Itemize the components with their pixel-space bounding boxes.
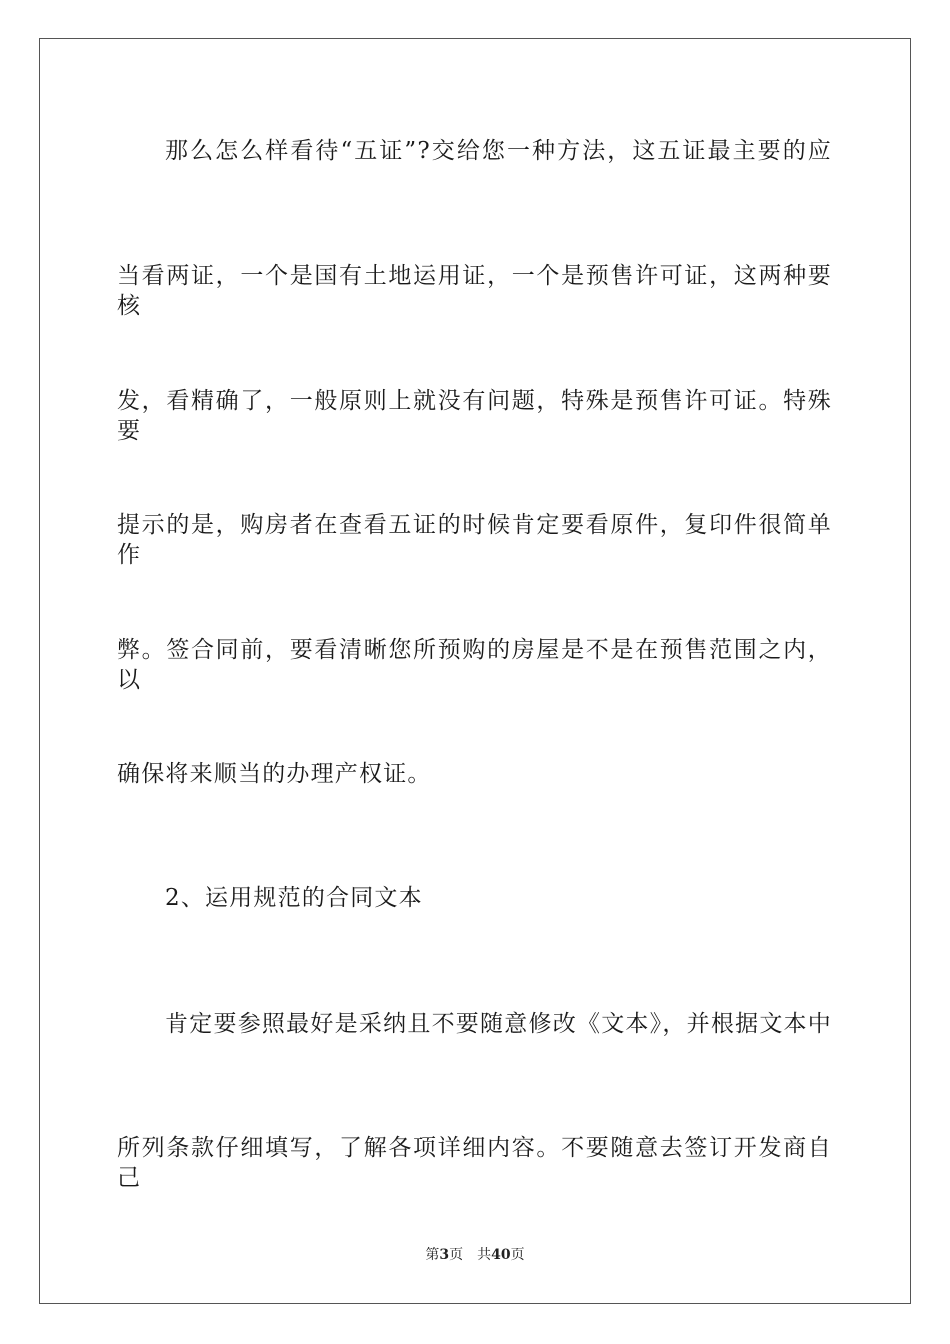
total-suffix: 页 — [510, 1247, 525, 1263]
page-footer — [0, 1246, 950, 1264]
total-pages: 40 — [491, 1247, 511, 1263]
page-prefix: 第 — [425, 1247, 440, 1263]
body-text-line-3: 发，看精确了，一般原则上就没有问题，特殊是预售许可证。特殊要 — [117, 388, 832, 444]
body-text-line-4: 提示的是，购房者在查看五证的时候肯定要看原件，复印件很简单作 — [117, 512, 832, 568]
total-prefix: 共 — [477, 1247, 492, 1263]
section-heading: 2、运用规范的合同文本 — [165, 885, 423, 911]
body-text-line-7: 肯定要参照最好是采纳且不要随意修改《文本》，并根据文本中 — [165, 1011, 832, 1037]
body-text-line-6: 确保将来顺当的办理产权证。 — [117, 761, 432, 787]
body-text-line-1: 那么怎么样看待“五证”?交给您一种方法，这五证最主要的应 — [165, 138, 832, 164]
body-text-line-8: 所列条款仔细填写，了解各项详细内容。不要随意去签订开发商自己 — [117, 1135, 832, 1191]
body-text-line-5: 弊。签合同前，要看清晰您所预购的房屋是不是在预售范围之内，以 — [117, 637, 832, 693]
body-text-line-2: 当看两证，一个是国有土地运用证，一个是预售许可证，这两种要核 — [117, 263, 832, 319]
page-number: 3 — [439, 1247, 450, 1263]
page-suffix: 页 — [449, 1247, 464, 1263]
